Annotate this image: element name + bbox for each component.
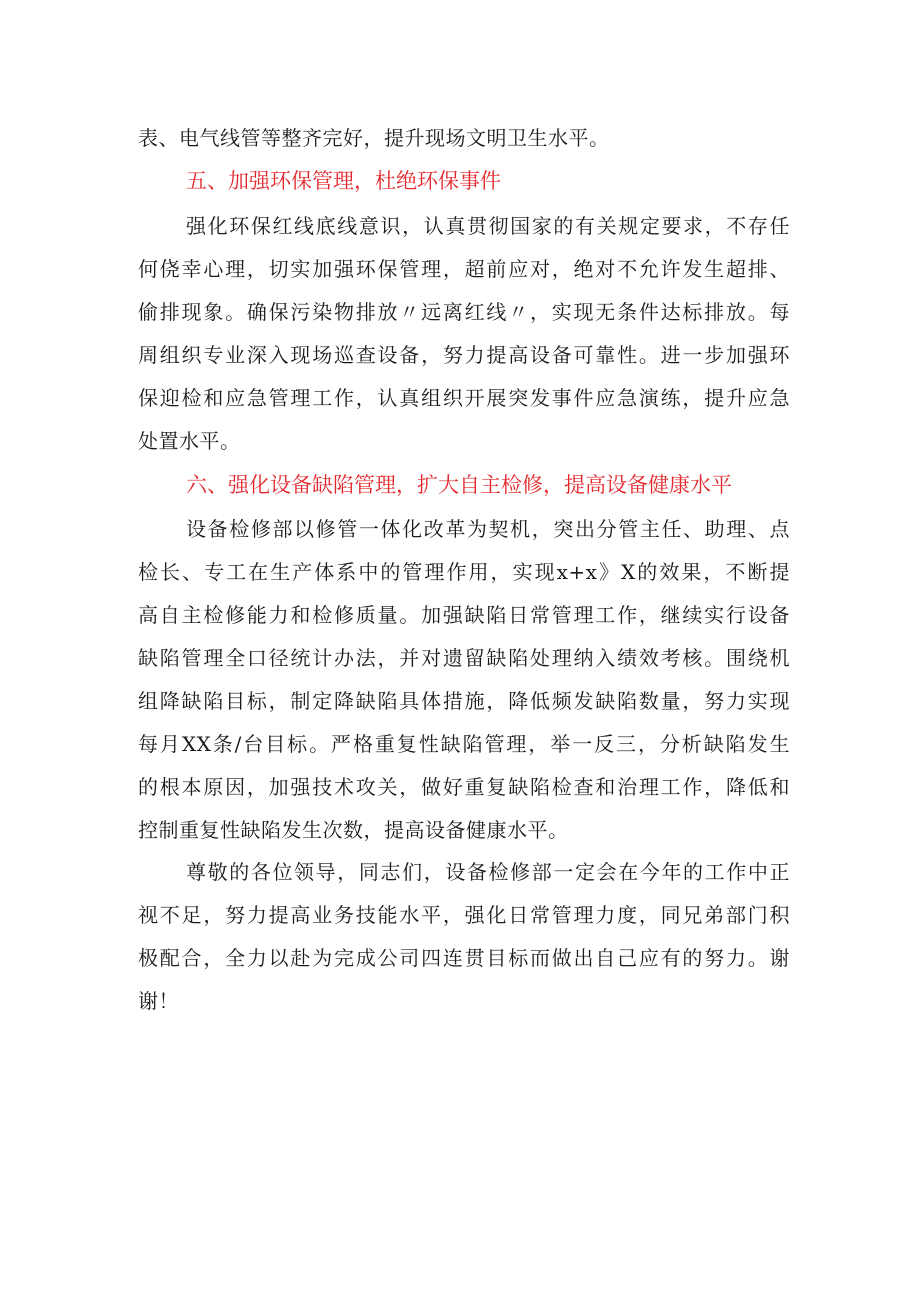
- section-heading-6: 六、强化设备缺陷管理，扩大自主检修，提高设备健康水平: [186, 473, 732, 497]
- paragraph-line: 尊敬的各位领导，同志们，设备检修部一定会在今年的工作中正: [186, 860, 790, 884]
- paragraph-line: 表、电气线管等整齐完好，提升现场文明卫生水平。: [138, 126, 610, 150]
- paragraph-line: 偷排现象。确保污染物排放〃远离红线〃，实现无条件达标排放。每: [138, 300, 790, 324]
- paragraph-line: 何侥幸心理，切实加强环保管理，超前应对，绝对不允许发生超排、: [138, 257, 790, 281]
- paragraph-line: 强化环保红线底线意识，认真贯彻国家的有关规定要求，不存任: [186, 214, 790, 238]
- section-heading-5: 五、加强环保管理，杜绝环保事件: [186, 169, 501, 193]
- paragraph-line: 组降缺陷目标，制定降缺陷具体措施，降低频发缺陷数量，努力实现: [138, 689, 790, 713]
- paragraph-line: 缺陷管理全口径统计办法，并对遗留缺陷处理纳入绩效考核。围绕机: [138, 646, 790, 670]
- paragraph-line: 每月XX条/台目标。严格重复性缺陷管理，举一反三，分析缺陷发生: [138, 732, 790, 756]
- paragraph-line: 检长、专工在生产体系中的管理作用，实现x+x》X的效果，不断提: [138, 560, 790, 584]
- paragraph-line: 视不足，努力提高业务技能水平，强化日常管理力度，同兄弟部门积: [138, 903, 790, 927]
- paragraph-line: 控制重复性缺陷发生次数，提高设备健康水平。: [138, 818, 569, 842]
- paragraph-line: 极配合，全力以赴为完成公司四连贯目标而做出自己应有的努力。谢: [138, 946, 790, 970]
- paragraph-line: 的根本原因，加强技术攻关，做好重复缺陷检查和治理工作，降低和: [138, 775, 790, 799]
- paragraph-line: 保迎检和应急管理工作，认真组织开展突发事件应急演练，提升应急: [138, 386, 790, 410]
- paragraph-line: 高自主检修能力和检修质量。加强缺陷日常管理工作，继续实行设备: [138, 603, 790, 627]
- paragraph-line: 设备检修部以修管一体化改革为契机，突出分管主任、助理、点: [186, 517, 790, 541]
- paragraph-line: 谢！: [138, 989, 179, 1013]
- paragraph-line: 处置水平。: [138, 429, 241, 453]
- paragraph-line: 周组织专业深入现场巡查设备，努力提高设备可靠性。进一步加强环: [138, 343, 790, 367]
